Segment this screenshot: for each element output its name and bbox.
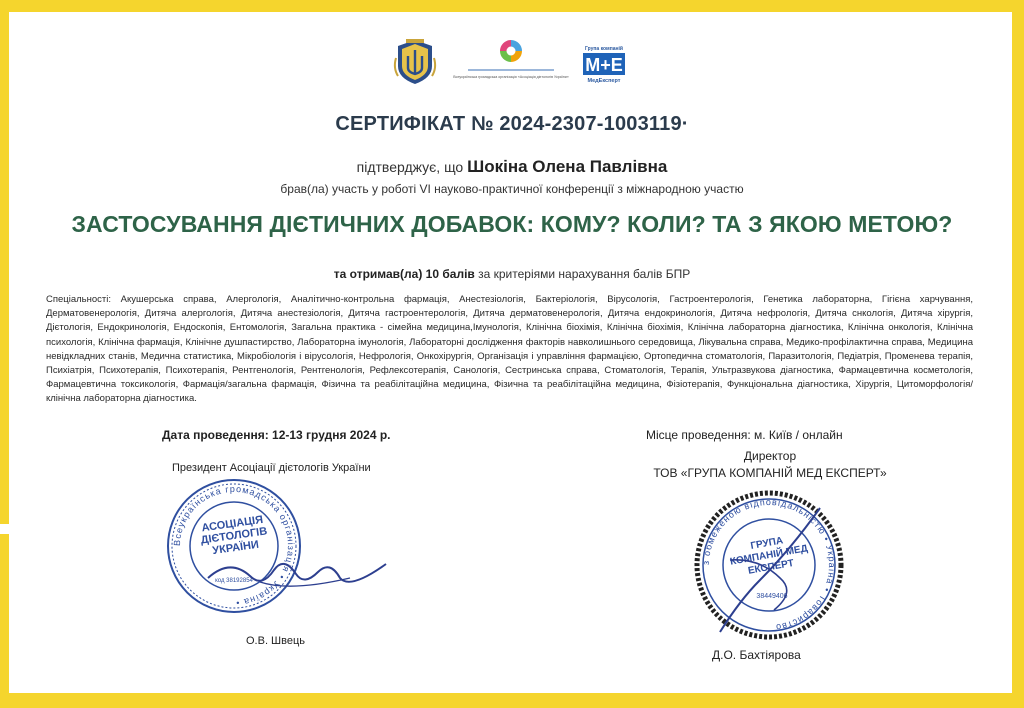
- frame-left-border: [0, 0, 9, 708]
- frame-top-border: [0, 0, 1024, 12]
- director-signatory: Д.О. Бахтіярова: [712, 648, 801, 662]
- recipient-line: [0, 157, 1024, 177]
- confirms-prefix: підтверджує, що: [356, 159, 464, 175]
- president-signature: [200, 548, 390, 598]
- specialties-list: Спеціальності: Акушерська справа, Алергологія, Аналітично-контрольна фармація, Анестезіологія, Бактеріологія, Вірусологія, Гастроентерологія, Генетика лабораторна, Гігієна харчування, Дерматовенерологія, Дитяча алергологія, Дитяча анестезіологія, Дитяча гастроентерологія, Дитяча дерматовенерологія, Дитяча ендокринологія, Дитяча нефрологія, Дитяча снкологія, Дитяча хірургія, Дієтологія, Ендокринологія, Ендоскопія, Ентомологія, Загальна практика - сімейна медицина,Імунологія, Клінічна біохімія, Клінічна біохімія, Клінічна лабораторна діагностика, Клінічна онкологія, Клінічна психологія, Клінічна фармація, Клінічне душпастирство, Лабораторна імунологія, Лабораторні дослідження факторів навколишнього середовища, Лікувальна справа, Медико-профілактична справа, Медицина невідкладних станів, Медична статистика, Мікробіологія і вірусологія, Нефрологія, Онкохірургія, Організація і управління фармацією, Ортопедична стоматологія, Паразитологія, Педіатрія, Променева терапія, Психіатрія, Психотерапія, Психотерапія, Рентгенологія, Рентгенологія, Рефлексотерапія, Санологія, Сестринська справа, Стоматологія, Терапія, Ультразвукова діагностика, Фармацевтична косметологія, Фармацевтична токсикологія, Фармація/загальна фармація, Фізична та реабілітаційна медицина, Фізична та реабілітаційна медицина, Фізіотерапія, Функціональна діагностика, Хірургія, Цитоморфологія/клінічна лабораторна діагностика.: [46, 294, 973, 405]
- frame-bottom-border: [0, 693, 1024, 708]
- svg-text:M+E: M+E: [585, 55, 623, 75]
- director-company: ТОВ «ГРУПА КОМПАНІЙ МЕД ЕКСПЕРТ»: [653, 466, 887, 480]
- recipient-name: Шокіна Олена Павлівна: [467, 157, 668, 176]
- frame-right-border: [1012, 0, 1024, 708]
- svg-text:МедЕксперт: МедЕксперт: [587, 78, 621, 84]
- event-place: Місце проведення: м. Київ / онлайн: [646, 428, 843, 442]
- stamp1-code: код 38192854: [215, 578, 253, 584]
- points-rest: за критеріями нарахування балів БПР: [474, 267, 691, 281]
- certificate-title: СЕРТИФІКАТ № 2024-2307-1003119·: [335, 113, 689, 135]
- director-signature: [700, 500, 840, 640]
- coat-of-arms-logo: [392, 38, 438, 86]
- points-line: [0, 267, 1024, 281]
- director-block: [640, 448, 900, 482]
- stamp2-ring-text: з обмеженою відповідальністю • Україна • Товариство: [700, 496, 838, 633]
- president-title: Президент Асоціації дієтологів України: [172, 462, 371, 474]
- event-date: Дата проведення: 12-13 грудня 2024 р.: [162, 428, 391, 442]
- stamp2-center-text: ГРУПА КОМПАНІЙ МЕД ЕКСПЕРТ: [729, 535, 809, 577]
- svg-text:Група компаній: Група компаній: [584, 46, 624, 52]
- conference-title: ЗАСТОСУВАННЯ ДІЄТИЧНИХ ДОБАВОК: КОМУ? КОЛИ? ТА З ЯКОЮ МЕТОЮ?: [71, 211, 953, 237]
- medexpert-logo: [578, 44, 630, 84]
- participation-text: брав(ла) участь у роботі VI науково-практичної конференції з міжнародною участю: [280, 182, 744, 196]
- stamp2-code: 38449406: [756, 593, 788, 600]
- points-bold: та отримав(ла) 10 балів: [333, 267, 475, 281]
- president-signatory: О.В. Швець: [246, 635, 306, 647]
- stamp1-center-text: АСОЦІАЦІЯ ДІЄТОЛОГІВ УКРАЇНИ: [200, 513, 268, 558]
- stamp1-ring-text: Всеукраїнська громадська організація • Україна •: [171, 483, 297, 609]
- frame-gap: [0, 524, 9, 534]
- association-logo: [453, 38, 569, 88]
- association-logo-text: Всеукраїнська громадська організація «Асоціація дієтологів України»: [453, 75, 569, 79]
- director-title: Директор: [743, 449, 797, 463]
